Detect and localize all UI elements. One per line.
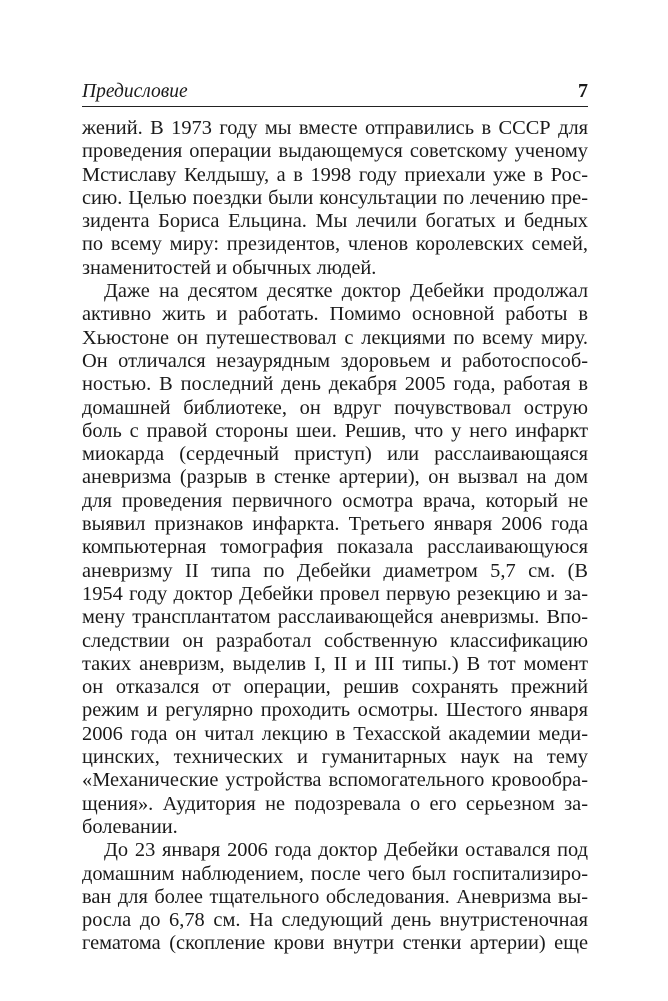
text-line: компьютерная томография показала расслаивающуюся [82,536,588,559]
header-rule [82,106,588,107]
text-line: 2006 года он читал лекцию в Техасской академии меди- [82,722,588,745]
text-line: сию. Целью поездки были консультации по лечению пре- [82,186,588,209]
running-header [82,78,588,104]
text-line: режим и регулярно проходить осмотры. Шестого января [82,699,588,722]
text-line: цинских, технических и гуманитарных наук на тему [82,746,588,769]
text-line: «Механические устройства вспомогательного кровообра- [82,769,588,792]
text-line: активно жить и работать. Помимо основной работы в [82,303,588,326]
text-line: росла до 6,78 см. На следующий день внутристеночная [82,909,588,932]
text-line: болевании. [82,815,178,838]
text-line: таких аневризм, выделив I, II и III типы.) В тот момент [82,652,588,675]
text-line: следствии он разработал собственную классификацию [82,629,588,652]
text-line: выявил признаков инфаркта. Третьего января 2006 года [82,513,588,536]
text-line: домашним наблюдением, после чего был госпитализиро- [82,862,588,885]
running-title: Предисловие [82,81,188,102]
text-line: миокарда (сердечный приступ) или расслаивающаяся [82,443,588,466]
text-line: проведения операции выдающемуся советскому ученому [82,140,588,163]
text-line: Мстиславу Келдышу, а в 1998 году приехали уже в Рос- [82,163,588,186]
page-number: 7 [578,80,588,102]
text-line: 1954 году доктор Дебейки провел первую резекцию и за- [82,582,588,605]
text-line: мену трансплантатом расслаивающейся аневризмы. Впо- [82,606,588,629]
text-line: знаменитостей и обычных людей. [82,256,377,279]
text-line: Он отличался незаурядным здоровьем и работоспособ- [82,349,588,372]
text-line: для проведения первичного осмотра врача, который не [82,489,588,512]
text-line: по всему миру: президентов, членов королевских семей, [82,233,588,256]
body-text [82,117,588,956]
text-line: До 23 января 2006 года доктор Дебейки оставался под [104,839,588,862]
text-line: зидента Бориса Ельцина. Мы лечили богатых и бедных [82,210,588,233]
text-line: боль с правой стороны шеи. Решив, что у него инфаркт [82,419,588,442]
text-line: гематома (скопление крови внутри стенки артерии) еще [82,932,588,955]
text-line: Хьюстоне он путешествовал с лекциями по всему миру. [82,326,588,349]
text-line: домашней библиотеке, он вдруг почувствовал острую [82,396,588,419]
book-page [82,78,588,956]
text-line: он отказался от операции, решив сохранять прежний [82,676,588,699]
text-line: жений. В 1973 году мы вместе отправились в СССР для [82,117,588,139]
text-line: Даже на десятом десятке доктор Дебейки продолжал [104,280,588,303]
text-line: щения». Аудитория не подозревала о его серьезном за- [82,792,588,815]
text-line: аневризма (разрыв в стенке артерии), он вызвал на дом [82,466,588,489]
text-line: ван для более тщательного обследования. Аневризма вы- [82,885,588,908]
text-line: ностью. В последний день декабря 2005 года, работая в [82,373,588,396]
text-line: аневризму II типа по Дебейки диаметром 5,7 см. (В [82,559,588,582]
